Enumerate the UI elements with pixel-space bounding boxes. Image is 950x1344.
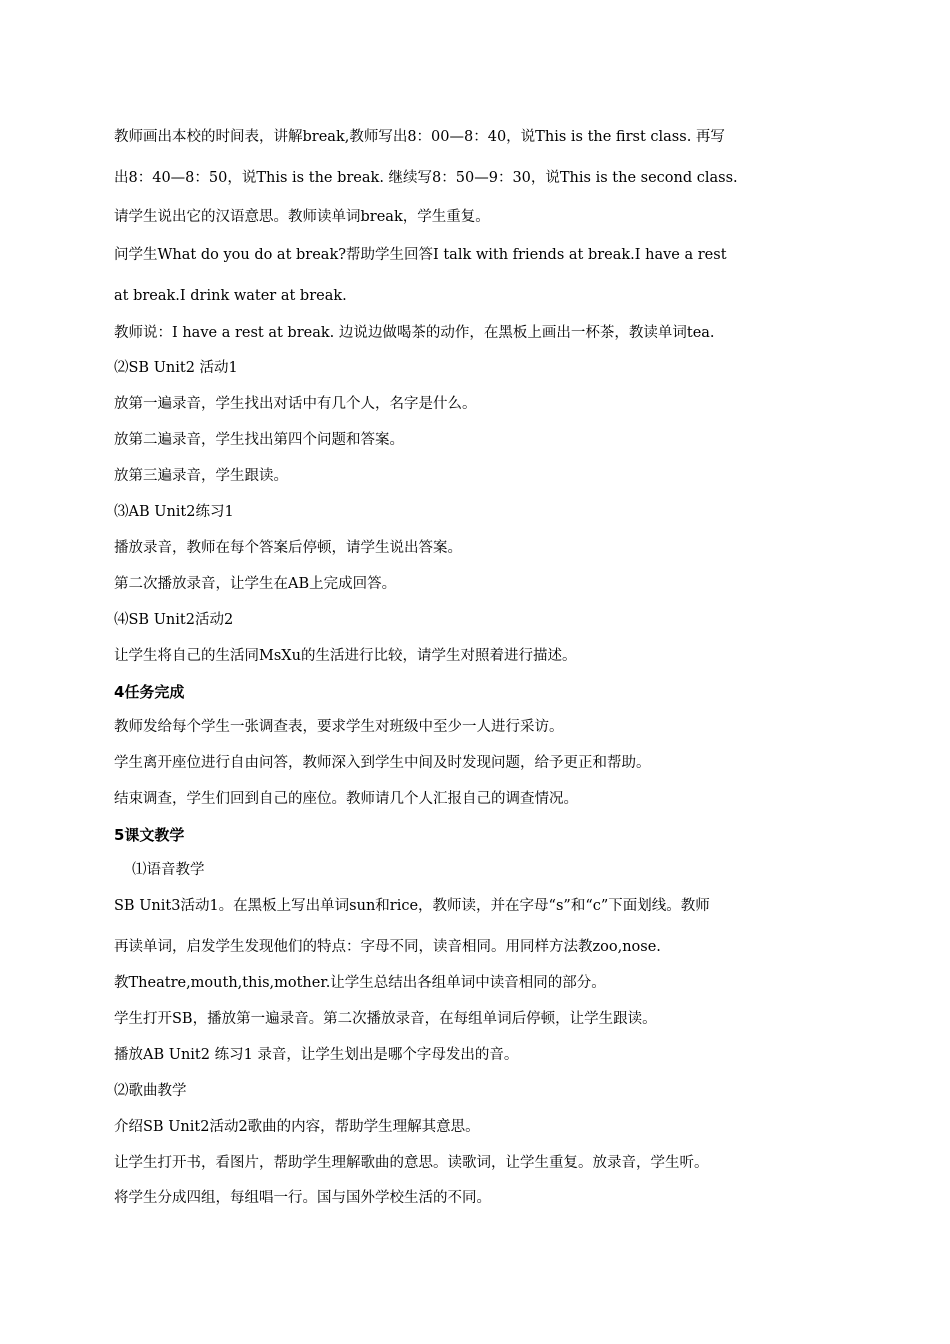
paragraph-line: 教师画出本校的时间表，讲解break,教师写出8：00—8：40，说This is the first class. 再写 — [114, 129, 725, 145]
section-heading: 4任务完成 — [114, 683, 185, 701]
subsection-label: ⑵SB Unit2 活动1 — [114, 360, 238, 376]
paragraph-line: 教师说：I have a rest at break. 边说边做喝茶的动作，在黑板上画出一杯茶，教读单词tea. — [114, 325, 715, 341]
paragraph-line: 让学生将自己的生活同MsXu的生活进行比较，请学生对照着进行描述。 — [114, 648, 577, 664]
paragraph-line: 学生离开座位进行自由问答，教师深入到学生中间及时发现问题，给予更正和帮助。 — [114, 755, 651, 771]
paragraph-line: 播放录音，教师在每个答案后停顿，请学生说出答案。 — [114, 540, 462, 556]
subsection-label: ⑶AB Unit2练习1 — [114, 504, 234, 520]
paragraph-line: 放第二遍录音，学生找出第四个问题和答案。 — [114, 432, 404, 448]
paragraph-line: 再读单词，启发学生发现他们的特点：字母不同，读音相同。用同样方法教zoo,nose. — [114, 939, 661, 955]
paragraph-line: 结束调查，学生们回到自己的座位。教师请几个人汇报自己的调查情况。 — [114, 791, 578, 807]
paragraph-line: 请学生说出它的汉语意思。教师读单词break，学生重复。 — [114, 209, 490, 225]
paragraph-line: 介绍SB Unit2活动2歌曲的内容，帮助学生理解其意思。 — [114, 1119, 480, 1135]
paragraph-line: at break.I drink water at break. — [114, 288, 347, 304]
paragraph-line: 将学生分成四组，每组唱一行。国与国外学校生活的不同。 — [114, 1190, 491, 1206]
paragraph-line: 放第一遍录音，学生找出对话中有几个人，名字是什么。 — [114, 396, 477, 412]
paragraph-line: 问学生What do you do at break?帮助学生回答I talk with friends at break.I have a rest — [114, 247, 727, 263]
paragraph-line: SB Unit3活动1。在黑板上写出单词sun和rice，教师读，并在字母“s”和“c”下面划线。教师 — [114, 898, 710, 914]
paragraph-line: 学生打开SB，播放第一遍录音。第二次播放录音，在每组单词后停顿，让学生跟读。 — [114, 1011, 657, 1027]
subsection-label: ⑷SB Unit2活动2 — [114, 612, 234, 628]
subsection-label: ⑴语音教学 — [132, 862, 205, 878]
subsection-label: ⑵歌曲教学 — [114, 1083, 187, 1099]
paragraph-line: 教师发给每个学生一张调查表，要求学生对班级中至少一人进行采访。 — [114, 719, 564, 735]
paragraph-line: 教Theatre,mouth,this,mother.让学生总结出各组单词中读音相同的部分。 — [114, 975, 606, 991]
paragraph-line: 第二次播放录音，让学生在AB上完成回答。 — [114, 576, 397, 592]
paragraph-line: 出8：40—8：50，说This is the break. 继续写8：50—9：30，说This is the second class. — [114, 170, 738, 186]
paragraph-line: 放第三遍录音，学生跟读。 — [114, 468, 288, 484]
section-heading: 5课文教学 — [114, 826, 185, 844]
paragraph-line: 让学生打开书，看图片，帮助学生理解歌曲的意思。读歌词，让学生重复。放录音，学生听。 — [114, 1155, 709, 1171]
paragraph-line: 播放AB Unit2 练习1 录音，让学生划出是哪个字母发出的音。 — [114, 1047, 519, 1063]
